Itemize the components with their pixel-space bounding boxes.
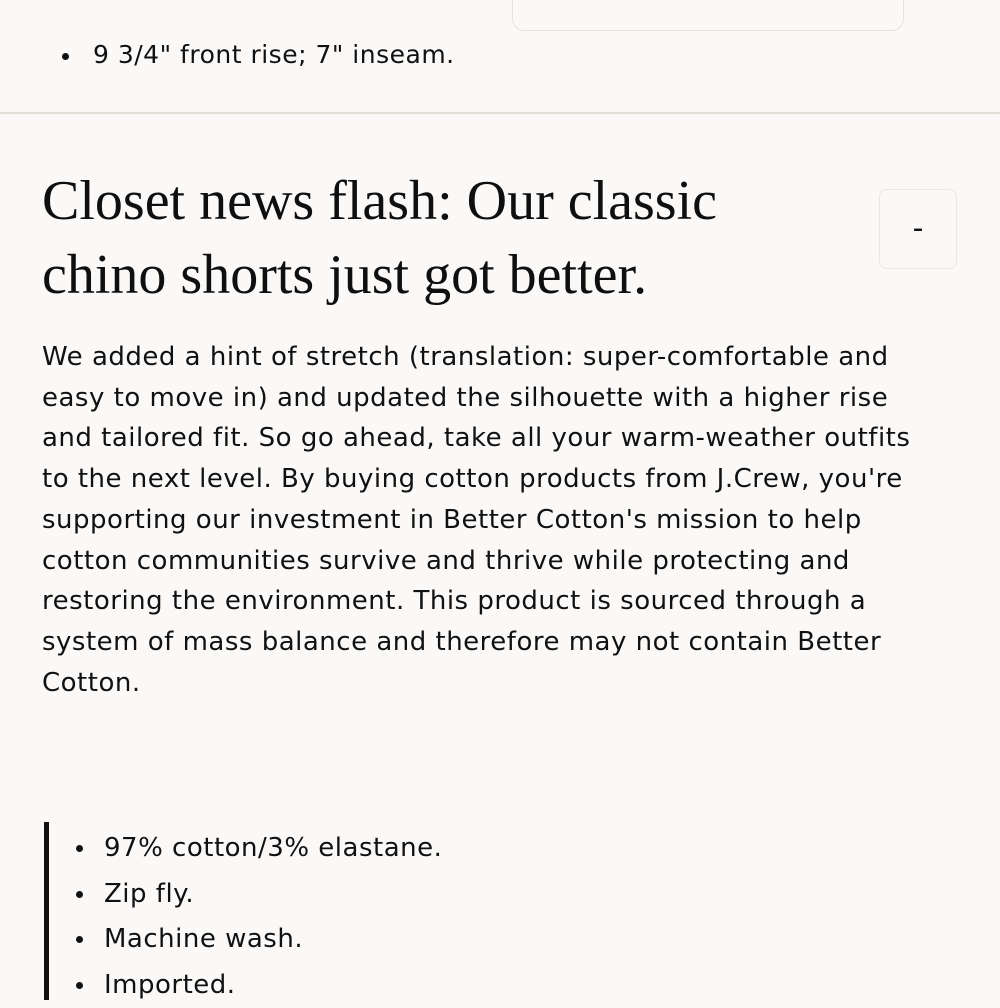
product-detail-item: 97% cotton/3% elastane. <box>76 826 442 872</box>
details-accent-bar <box>44 822 49 1000</box>
product-detail-item: Zip fly. <box>76 872 442 918</box>
top-fit-details-list <box>62 34 455 76</box>
fit-detail-item: 9 3/4" front rise; 7" inseam. <box>62 34 455 76</box>
product-detail-item: Imported. <box>76 963 442 1008</box>
top-panel-card <box>512 0 904 31</box>
collapse-section-button[interactable]: - <box>879 189 957 269</box>
product-story-title: Closet news flash: Our classic chino shorts just got better. <box>42 164 832 312</box>
product-description: We added a hint of stretch (translation: super-comfortable and easy to move in) and updated the silhouette with a higher rise and tailored fit. So go ahead, take all your warm-weather outfits to the next level. By buying cotton products from J.Crew, you're supporting our investment in Better Cotton's mission to help cotton communities survive and thrive while protecting and restoring the environment. This product is sourced through a system of mass balance and therefore may not contain Better Cotton. <box>42 337 927 703</box>
product-details-list <box>76 826 442 1008</box>
section-divider <box>0 112 1000 114</box>
product-detail-item: Machine wash. <box>76 917 442 963</box>
